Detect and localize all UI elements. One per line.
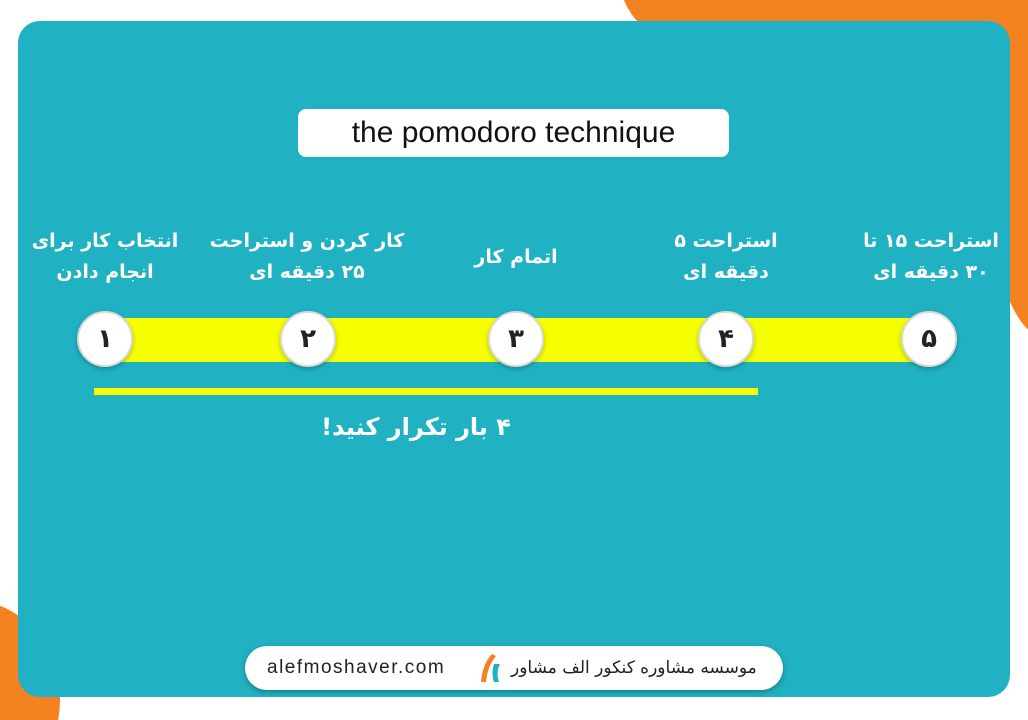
step-5-circle [901, 311, 957, 367]
step-3-number: ۳ [508, 324, 524, 354]
step-4-label: استراحت ۵ دقیقه ای [674, 230, 778, 283]
alef-moshaver-logo-icon [472, 650, 508, 686]
footer-website: alefmoshaver.com [267, 657, 446, 678]
step-4-number: ۴ [718, 324, 734, 354]
repeat-bracket-line [94, 388, 758, 395]
step-3-label: اتمام کار [474, 246, 558, 268]
step-2-circle [280, 311, 336, 367]
step-2-number: ۲ [300, 324, 316, 354]
step-1-circle [77, 311, 133, 367]
step-1-number: ۱ [97, 324, 113, 354]
step-1-label: انتخاب کار برای انجام دادن [31, 230, 179, 283]
diagram-title: the pomodoro technique [351, 116, 676, 149]
title-box [298, 109, 729, 157]
step-5-number: ۵ [921, 324, 937, 354]
step-2-label: کار کردن و استراحت ۲۵ دقیقه ای [209, 230, 405, 283]
infographic-card [18, 21, 1010, 697]
step-4-circle [698, 311, 754, 367]
repeat-instruction: ۴ بار تکرار کنید! [321, 413, 511, 441]
step-5-label: استراحت ۱۵ تا ۳۰ دقیقه ای [863, 230, 999, 283]
footer-organization-name: موسسه مشاوره کنکور الف مشاور [511, 658, 757, 678]
footer-brand-pill [245, 646, 783, 690]
step-3-circle [488, 311, 544, 367]
